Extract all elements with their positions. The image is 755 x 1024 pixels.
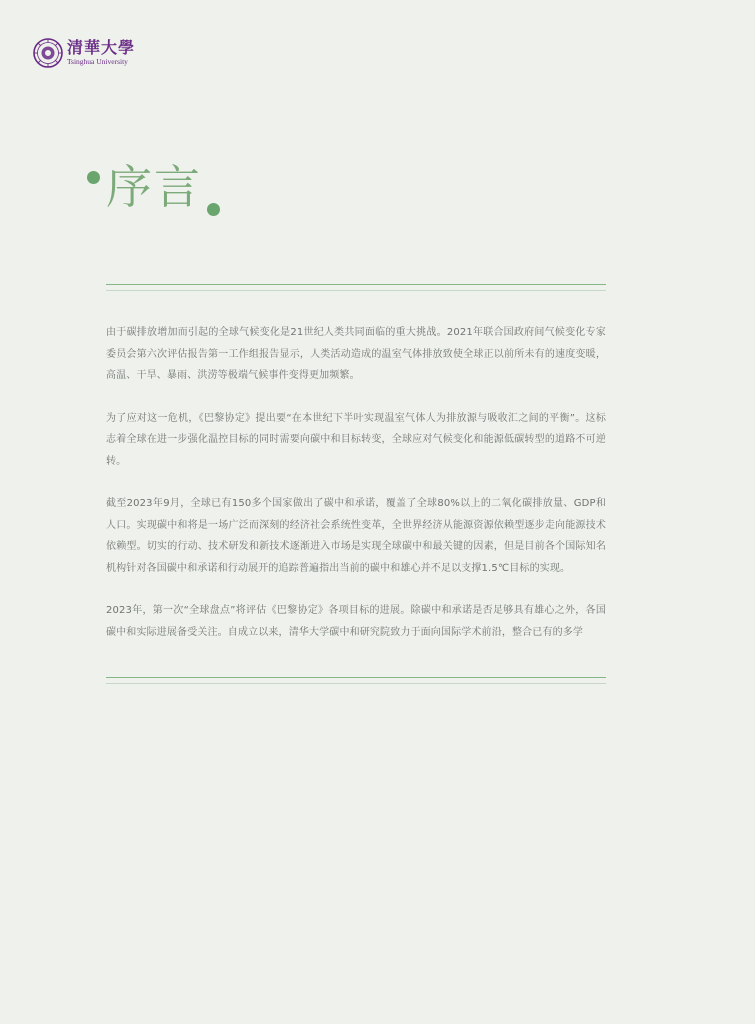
- preface-body: [106, 322, 606, 664]
- university-logo: [33, 38, 135, 68]
- divider-top: [106, 284, 606, 291]
- section-title-block: [86, 160, 286, 230]
- page-title: 序言: [106, 160, 202, 214]
- paragraph: 截至2023年9月，全球已有150多个国家做出了碳中和承诺，覆盖了全球80%以上的二氧化碳排放量、GDP和人口。实现碳中和将是一场广泛而深刻的经济社会系统性变革，全世界经济从能源资源依赖型逐步走向能源技术依赖型。切实的行动、技术研发和新技术逐渐进入市场是实现全球碳中和最关键的因素，但是目前各个国际知名机构针对各国碳中和承诺和行动展开的追踪普遍指出当前的碳中和雄心并不足以支撑1.5℃目标的实现。: [106, 498, 606, 574]
- decorative-dot: [87, 171, 100, 184]
- paragraph: 为了应对这一危机，《巴黎协定》提出要“在本世纪下半叶实现温室气体人为排放源与吸收汇之间的平衡”。这标志着全球在进一步强化温控目标的同时需要向碳中和目标转变，全球应对气候变化和能源低碳转型的道路不可逆转。: [106, 412, 606, 467]
- divider-bottom: [106, 677, 606, 684]
- logo-name-english: Tsinghua University: [67, 57, 128, 67]
- logo-name-chinese: 清華大學: [67, 38, 136, 58]
- paragraph: 由于碳排放增加而引起的全球气候变化是21世纪人类共同面临的重大挑战。2021年联合国政府间气候变化专家委员会第六次评估报告第一工作组报告显示，人类活动造成的温室气体排放致使全球正以前所未有的速度变暖，高温、干旱、暴雨、洪涝等极端气候事件变得更加频繁。: [106, 327, 606, 381]
- decorative-dot: [207, 203, 220, 216]
- university-seal-icon: [33, 38, 63, 68]
- paragraph: 2023年，第一次“全球盘点”将评估《巴黎协定》各项目标的进展。除碳中和承诺是否足够具有雄心之外，各国碳中和实际进展备受关注。自成立以来，清华大学碳中和研究院致力于面向国际学术前沿，整合已有的多学: [106, 605, 606, 638]
